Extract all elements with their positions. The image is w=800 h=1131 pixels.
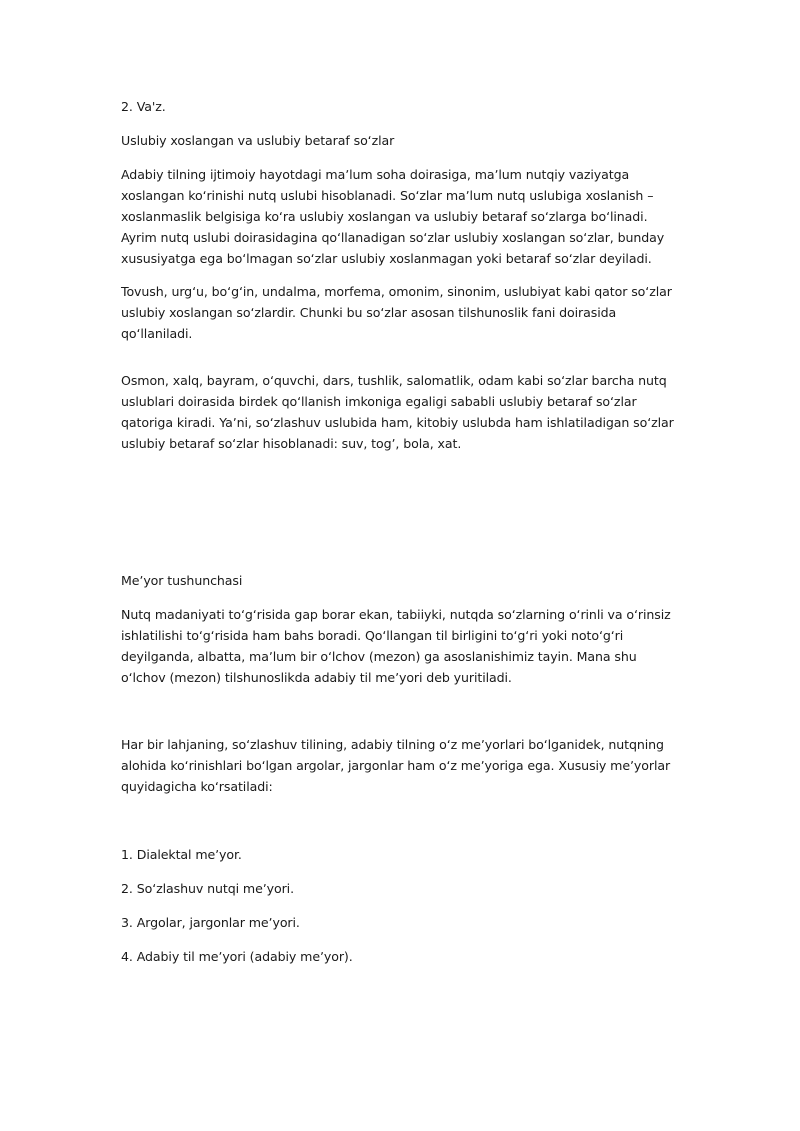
paragraph-xoslangan-sozlar: Tovush, urgʻu, boʻgʻin, undalma, morfema, omonim, sinonim, uslubiyat kabi qator soʻzlar uslubiy xoslangan soʻzlardir. Chunki bu soʻzlar asosan tilshunoslik fani doirasida qoʻllaniladi. <box>121 284 672 341</box>
heading-vaz: 2. Va'z. <box>121 99 166 114</box>
list-item: 3. Argolar, jargonlar meʼyori. <box>121 915 300 930</box>
section-title-uslubiy: Uslubiy xoslangan va uslubiy betaraf soʻzlar <box>121 133 395 148</box>
section-title-meyor: Meʼyor tushunchasi <box>121 573 243 588</box>
list-item: 2. Soʻzlashuv nutqi meʼyori. <box>121 881 294 896</box>
list-item: 4. Adabiy til meʼyori (adabiy meʼyor). <box>121 949 353 964</box>
paragraph-nutq-madaniyati: Nutq madaniyati toʻgʻrisida gap borar ekan, tabiiyki, nutqda soʻzlarning oʻrinli va oʻrinsiz ishlatilishi toʻgʻrisida ham bahs boradi. Qoʻllangan til birligini toʻgʻri yoki notoʻgʻri deyilganda, albatta, maʼlum bir oʻlchov (mezon) ga asoslanishimiz tayin. Mana shu oʻlchov (mezon) tilshunoslikda adabiy til meʼyori deb yuritiladi. <box>121 607 671 685</box>
paragraph-betaraf-sozlar: Osmon, xalq, bayram, oʻquvchi, dars, tushlik, salomatlik, odam kabi soʻzlar barcha nutq uslublari doirasida birdek qoʻllanish imkoniga egaligi sababli uslubiy betaraf soʻzlar qatoriga kiradi. Yaʼni, soʻzlashuv uslubida ham, kitobiy uslubda ham ishlatiladigan soʻzlar uslubiy betaraf soʻzlar hisoblanadi: suv, togʼ, bola, xat. <box>121 373 674 451</box>
list-item: 1. Dialektal meʼyor. <box>121 847 242 862</box>
paragraph-nutq-uslubi: Adabiy tilning ijtimoiy hayotdagi maʼlum soha doirasiga, maʼlum nutqiy vaziyatga xoslangan koʻrinishi nutq uslubi hisoblanadi. Soʻzlar maʼlum nutq uslubiga xoslanish – xoslanmaslik belgisiga koʻra uslubiy xoslangan va uslubiy betaraf soʻzlarga boʻlinadi. Ayrim nutq uslubi doirasidagina qoʻllanadigan soʻzlar uslubiy xoslangan soʻzlar, bunday xususiyatga ega boʻlmagan soʻzlar uslubiy xoslanmagan yoki betaraf soʻzlar deyiladi. <box>121 167 665 266</box>
paragraph-xususiy-meyorlar: Har bir lahjaning, soʻzlashuv tilining, adabiy tilning oʻz meʼyorlari boʻlganidek, nutqning alohida koʻrinishlari boʻlgan argolar, jargonlar ham oʻz meʼyoriga ega. Xususiy meʼyorlar quyidagicha koʻrsatiladi: <box>121 737 671 794</box>
